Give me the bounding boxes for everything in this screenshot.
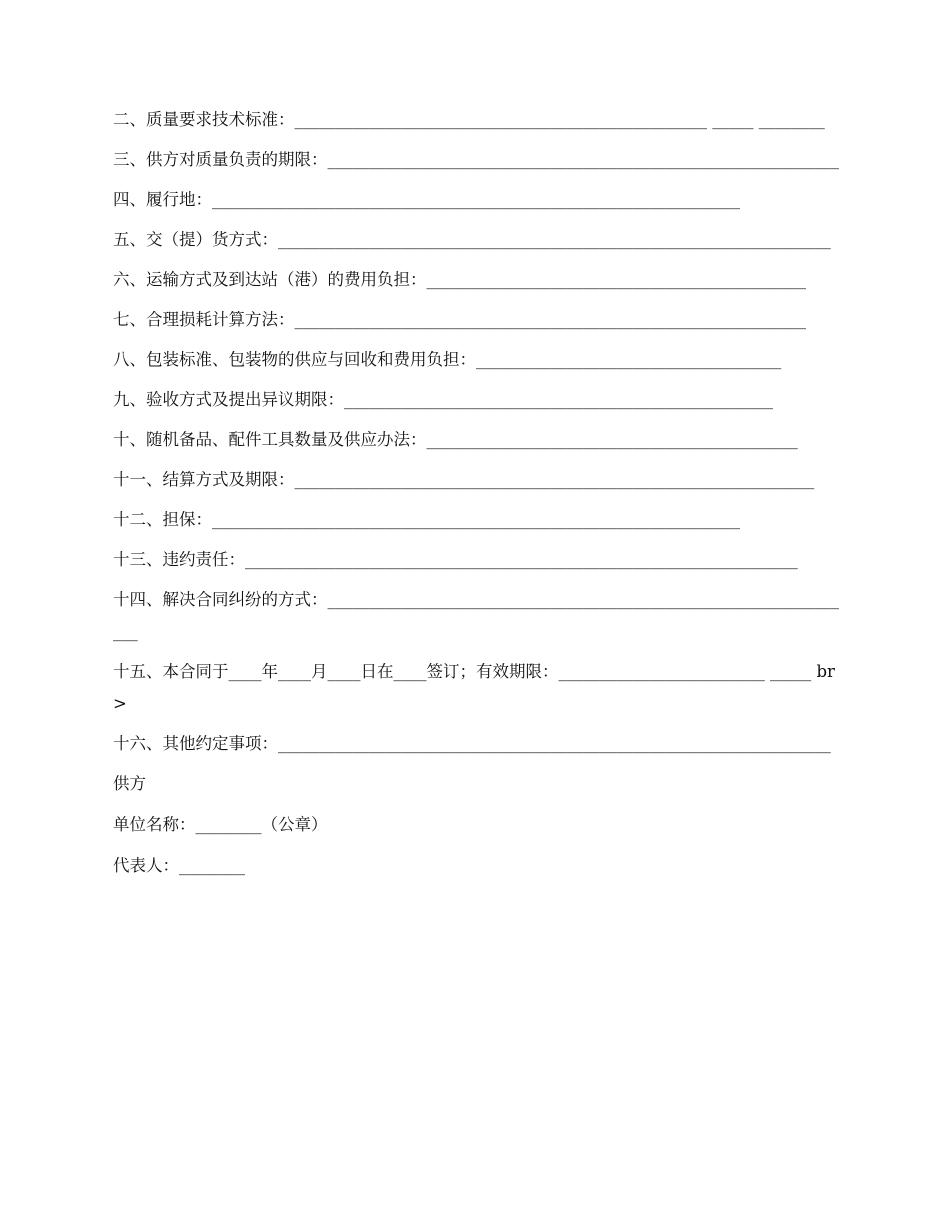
clause-transport-cost: 六、运输方式及到达站（港）的费用负担：______________________________________________ xyxy=(113,270,806,289)
clause-loss-calculation: 七、合理损耗计算方法：______________________________________________________________ xyxy=(113,310,806,329)
clause-signing-validity: 十五、本合同于____年____月____日在____签订；有效期限：_________________________ _____ br> xyxy=(113,662,835,713)
clause-quality-liability-period: 三、供方对质量负责的期限：______________________________________________________________ xyxy=(113,150,839,169)
clause-packaging: 八、包装标准、包装物的供应与回收和费用负担：_____________________________________ xyxy=(113,350,782,369)
clause-settlement: 十一、结算方式及期限：_______________________________________________________________ xyxy=(113,470,815,489)
clause-acceptance: 九、验收方式及提出异议期限：____________________________________________________ xyxy=(113,390,773,409)
clause-guarantee: 十二、担保：________________________________________________________________ xyxy=(113,510,740,529)
clause-delivery-method: 五、交（提）货方式：___________________________________________________________________ xyxy=(113,230,831,249)
clause-spare-parts: 十、随机备品、配件工具数量及供应办法：_____________________________________________ xyxy=(113,430,798,449)
supplier-label: 供方 xyxy=(113,774,146,793)
clause-breach-liability: 十三、违约责任：___________________________________________________________________ xyxy=(113,550,798,569)
representative-line: 代表人：________ xyxy=(113,856,245,875)
clause-quality-standard: 二、质量要求技术标准：__________________________________________________ _____ ________ xyxy=(113,110,825,129)
clause-place-of-performance: 四、履行地：________________________________________________________________ xyxy=(113,190,740,209)
unit-name-line: 单位名称：________（公章） xyxy=(113,815,328,834)
clause-other-terms: 十六、其他约定事项：___________________________________________________________________ xyxy=(113,734,831,753)
contract-page xyxy=(113,104,840,882)
clause-dispute-resolution: 十四、解决合同纠纷的方式：_________________________________________________________________ xyxy=(113,590,839,641)
signature-block xyxy=(113,768,840,882)
